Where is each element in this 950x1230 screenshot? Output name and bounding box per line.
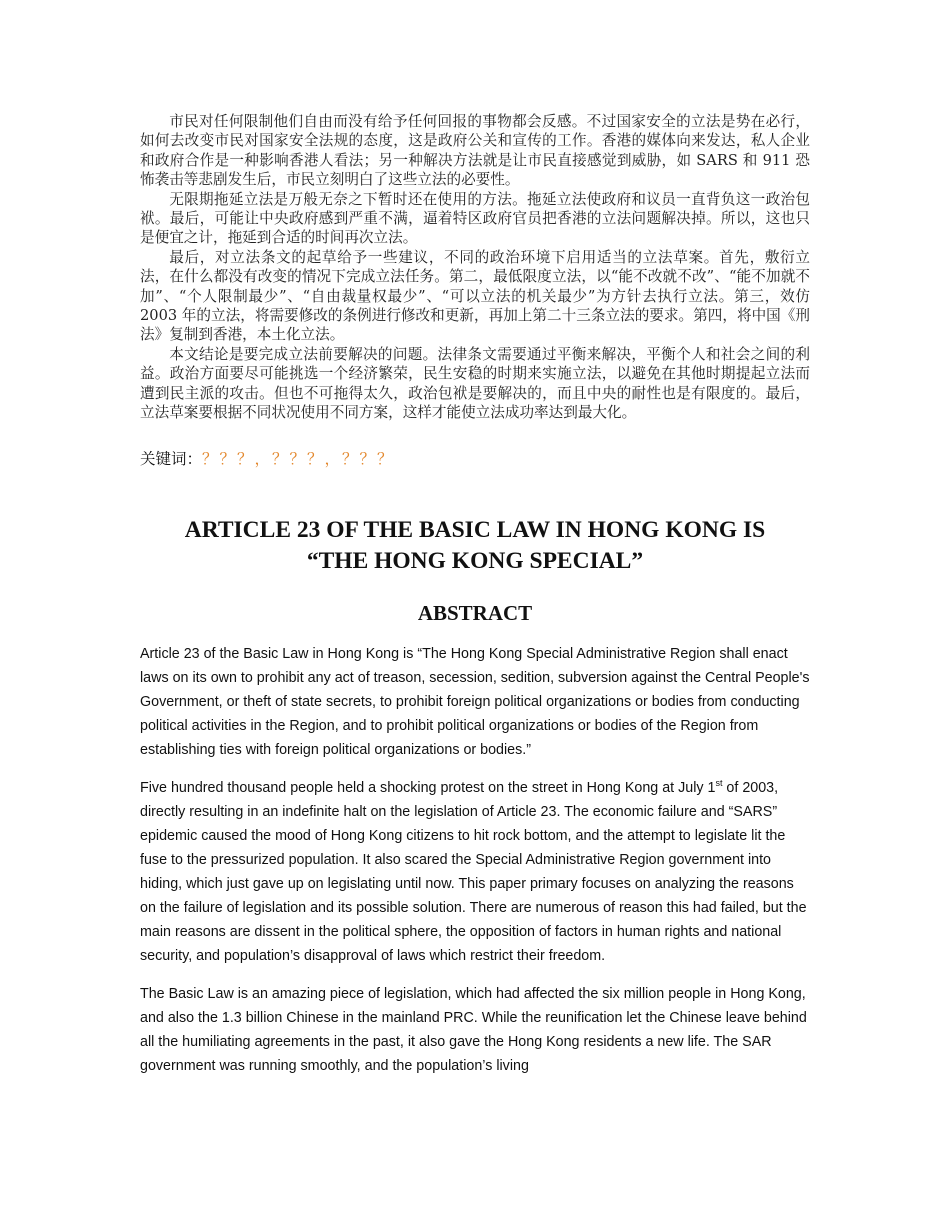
keywords-label: 关键词： — [140, 449, 203, 468]
chinese-paragraph-2: 无限期拖延立法是万般无奈之下暂时还在使用的方法。拖延立法使政府和议员一直背负这一政治包袱。最后，可能让中央政府感到严重不满，逼着特区政府官员把香港的立法问题解决掉。所以，这也只是便宜之计，拖延到合适的时间再次立法。 — [140, 190, 810, 247]
title-line-2: “THE HONG KONG SPECIAL” — [306, 547, 644, 574]
abstract-paragraph-1: Article 23 of the Basic Law in Hong Kong is “The Hong Kong Special Administrative Region shall enact laws on its own to prohibit any act of treason, secession, sedition, subversion against the Central People's Government, or theft of state secrets, to prohibit foreign political organizations or bodies from conducting political activities in the Region, and to prohibit political organizations or bodies of the Region from establishing ties with foreign political organizations or bodies.” — [140, 645, 810, 758]
abstract-heading: ABSTRACT — [417, 600, 533, 625]
abstract-paragraph-3: The Basic Law is an amazing piece of legislation, which had affected the six million people in Hong Kong, and also the 1.3 billion Chinese in the mainland PRC. While the reunification let the Chinese leave behind all the humiliating agreements in the past, it also gave the Hong Kong residents a new life. The SAR government was running smoothly, and the population’s living — [140, 985, 807, 1074]
keywords-value: ？？？，？？？，？？？ — [202, 449, 395, 468]
paper-title — [140, 515, 810, 577]
ordinal-superscript: st — [715, 777, 723, 788]
chinese-paragraph-3: 最后，对立法条文的起草给予一些建议，不同的政治环境下启用适当的立法草案。首先，敷衍立法，在什么都没有改变的情况下完成立法任务。第二，最低限度立法，以“能不改就不改”、“能不加就不加”、“个人限制最少”、“自由裁量权最少”、“可以立法的机关最少”为方针去执行立法。第三，效仿 2003 年的立法，将需要修改的条例进行修改和更新，再加上第二十三条立法的要求。第四，将中国《刑法》复制到香港，本土化立法。 — [140, 248, 810, 344]
paragraph-2-rest: of 2003, directly resulting in an indefinite halt on the legislation of Article 23. The economic failure and “SARS” epidemic caused the mood of Hong Kong citizens to hit rock bottom, and the attempt to legislate lit the fuse to the pressurized population. It also scared the Special Administrative Region government into hiding, which just gave up on legislating until now. This paper primary focuses on analyzing the reasons on the failure of legislation and its possible solution. There are numerous of reason this had failed, but the main reasons are dissent in the political sphere, the opposition of factors in human rights and national security, and population’s disapproval of laws which restrict their freedom. — [140, 779, 807, 964]
paragraph-2-start: Five hundred thousand people held a shocking protest on the street in Hong Kong at July 1 — [140, 779, 716, 796]
title-line-1: ARTICLE 23 OF THE BASIC LAW IN HONG KONG IS — [184, 516, 766, 543]
document-page — [140, 112, 810, 1078]
chinese-paragraph-1: 市民对任何限制他们自由而没有给予任何回报的事物都会反感。不过国家安全的立法是势在必行，如何去改变市民对国家安全法规的态度，这是政府公关和宣传的工作。香港的媒体向来发达，私人企业和政府合作是一种影响香港人看法；另一种解决方法就是让市民直接感觉到威胁，如 SARS 和 911 恐怖袭击等悲剧发生后，市民立刻明白了这些立法的必要性。 — [140, 113, 810, 189]
chinese-paragraph-4: 本文结论是要完成立法前要解决的问题。法律条文需要通过平衡来解决，平衡个人和社会之间的利益。政治方面要尽可能挑选一个经济繁荣，民生安稳的时期来实施立法，以避免在其他时期提起立法而遭到民主派的攻击。但也不可拖得太久，政治包袱是要解决的，而且中央的耐性也是有限度的。最后，立法草案要根据不同状况使用不同方案，这样才能使立法成功率达到最大化。 — [140, 345, 810, 422]
abstract-paragraph-2 — [140, 776, 810, 968]
keywords-line — [140, 447, 810, 469]
